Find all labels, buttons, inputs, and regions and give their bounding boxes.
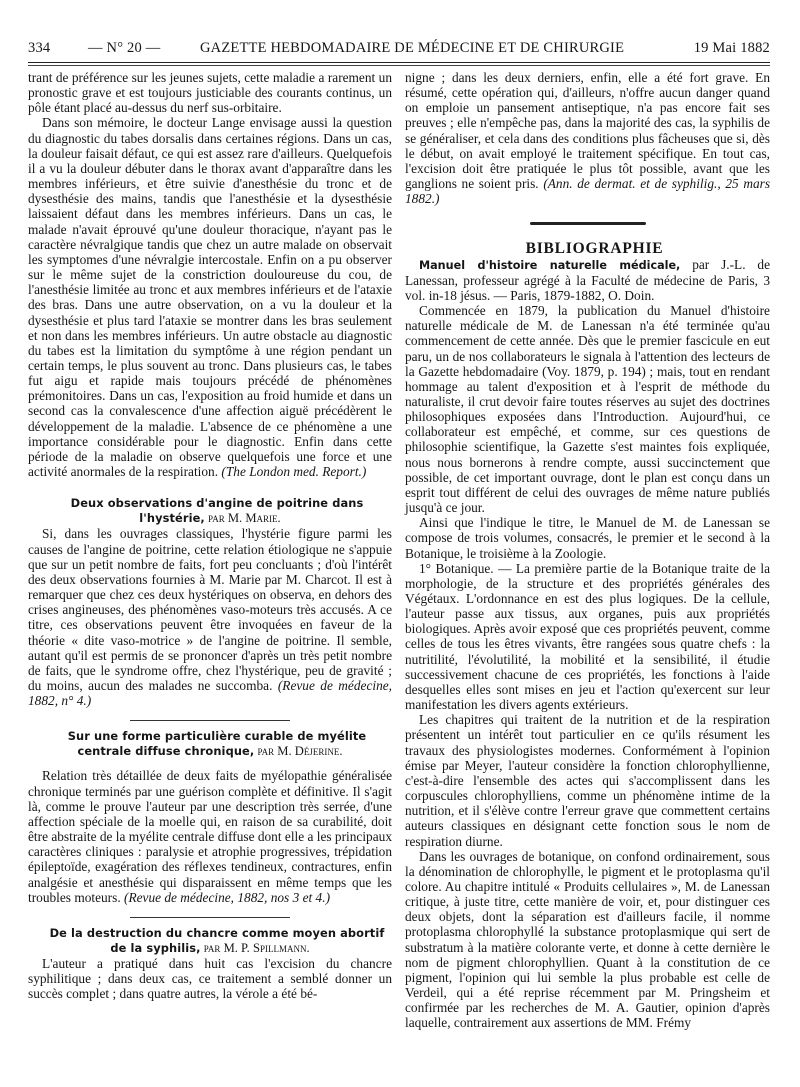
paragraph-text: Si, dans les ouvrages classiques, l'hystérie figure parmi les causes de l'angine de poitrine, cette relation étiologique ne s'appuie que sur un petit nombre de faits, fort peu concluants ; d'où l'intérêt des deux observations fournies à M. Marie par M. Charcot. Il est à remarquer que chez ces deux hystériques on observa, en dehors des crises angineuses, des phénomènes vaso-moteurs très accusés. A ce titre, ces observations peuvent être invoquées en faveur de la théorie « dite vaso-motrice » de l'angine de poitrine. Il semble, autant qu'il est permis de se prononcer d'après un très petit nombre de faits, que le syndrome offre, chez l'hystérique, peu de gravité ; du moins, aucun des malades ne succomba. [28,526,392,693]
paragraph [405,70,770,206]
paragraph: trant de préférence sur les jeunes sujets, cette maladie a rarement un pronostic grave et est toujours justiciable des courants continus, un pôle étant placé au-dessus du nerf sus-orbitaire. [28,70,392,116]
paragraph [28,526,392,708]
header-rule [28,62,770,63]
article-heading [28,926,392,956]
article-title: De la destruction du chancre comme moyen abortif de la syphilis, [49,925,385,955]
section-title: BIBLIOGRAPHIE [525,240,664,258]
paragraph [28,115,392,479]
paragraph: L'auteur a pratiqué dans huit cas l'excision du chancre syphilitique ; dans deux cas, ce traitement a semblé donner un succès complet ; dans quatre autres, la vérole a été bé- [28,956,392,1002]
paragraph: Les chapitres qui traitent de la nutrition et de la respiration présentent un intérêt tout particulier en ce qu'ils résument les travaux des physiologistes modernes. Conformément à l'opinion émise par Meyer, l'auteur considère la fonction chlorophyllienne, c'est-à-dire l'ensemble des actes qui s'accomplissent dans les corpuscules chlorophylliens, comme un phénomène intime de la nutrition, et il s'élève contre l'erreur grave que commettent certains auteurs classiques en désignant cette fonction sous le nom de respiration diurne. [405,712,770,849]
book-title: Manuel d'histoire naturelle médicale, [419,258,681,272]
source-citation: (Ann. de dermat. et de syphilig., 25 mars 1882.) [405,176,771,207]
header-rule-thin [28,65,770,66]
article-author: par M. Marie. [208,511,281,526]
right-column [405,70,770,1031]
article-heading [28,729,392,759]
article-separator [130,917,290,918]
running-header [28,40,770,60]
source-citation: (Revue de médecine, 1882, n° 4.) [28,677,393,709]
paragraph-text: nigne ; dans les deux derniers, enfin, elle a été fort grave. En résumé, cette opération qui, d'ailleurs, n'offre aucun danger quand on emploie un pansement antiseptique, n'a pas encore fait ses preuves ; elle n'empêche pas, dans la majorité des cas, la syphilis de se généraliser, et cela dans des conditions plus fâcheuses que si, dès le début, on avait employé le traitement spécifique. En tout cas, l'excision doit être pratiquée le plus tôt possible, avant que les ganglions ne soient pris. [405,70,770,192]
paragraph: Commencée en 1879, la publication du Manuel d'histoire naturelle médicale de M. de Lanessan n'a été terminée qu'au commencement de cette année. Dès que le premier fascicule en eut paru, un de nos collaborateurs le signala à l'attention des lecteurs de la Gazette hebdomadaire (Voy. 1879, p. 194) ; mais, tout en rendant hommage au talent d'exposition et à l'esprit de méthode du naturaliste, il crut devoir faire toutes réserves au sujet des doctrines philosophiques exposées dans l'Introduction. Aujourd'hui, ce collaborateur est empêché, et comme, sur ces questions de philosophie scientifique, la Gazette s'est maintes fois expliquée, nous nous bornerons à rendre compte, aussi succinctement que possible, de cet important ouvrage, dont le plan est conçu dans un esprit tout différent de celui des ouvrages de même nature publiés jusqu'à ce jour. [405,303,770,516]
left-column [28,70,392,1002]
issue-date: 19 Mai 1882 [693,40,770,56]
paragraph: Dans les ouvrages de botanique, on confond ordinairement, sous la dénomination de chlorophylle, le pigment et le protoplasma qu'il colore. Au chapitre intitulé « Produits cellulaires », M. de Lanessan critique, à juste titre, cette manière de voir, et, pour distinguer ces deux objets, dont la séparation est d'ailleurs facile, il nomme protoplasma chlorophyllé la substance protoplasmique qui sert de substratum à la matière colorante verte, et donne à cette dernière le nom de pigment chlorophyllien. Quant à la constitution de ce pigment, l'opinion qui lui semble la plus probable est celle de Verdeil, qui a été reprise récemment par M. Pringsheim et confirmée par les recherches de M. A. Gautier, opinion d'après laquelle, contrairement aux assertions de MM. Frémy [405,848,770,1031]
issue-number: — N° 20 — [88,40,161,56]
article-heading [28,496,392,526]
book-reference [405,257,770,303]
paragraph-text: Relation très détaillée de deux faits de myélopathie généralisée chronique terminés par une guérison complète et définitive. Il s'agit là, comme le prouve l'auteur par une description très serrée, d'une affection spéciale de la moelle qui, en raison de sa curabilité, doit être abstraite de la myélite centrale diffuse dont elle a les principaux caractères cliniques : paralysie et atrophie progressives, trépidation épileptoïde, exagération des réflexes tendineux, contractures, enfin analgésie et anesthésie qui disparaissent en même temps que les troubles moteurs. [28,768,392,905]
paragraph: Ainsi que l'indique le titre, le Manuel de M. de Lanessan se compose de trois volumes, consacrés, le premier et le second à la Botanique, le troisième à la Zoologie. [405,515,770,561]
paragraph-text: Dans son mémoire, le docteur Lange envisage aussi la question du diagnostic du tabes dorsalis dans certaines régions. Dans un cas, la douleur faisait défaut, ce qui est assez rare d'ailleurs. Quelquefois il a vu la douleur débuter dans le thorax avant d'apparaître dans les membres inférieurs, et être suivie d'anesthésie du tronc et de dysesthésie des mains, tandis que l'anesthésie et la dysesthésie laissaient défaut dans les membres inférieurs. Dans un cas, le malade n'avait éprouvé qu'une douleur thoracique, n'ayant pas le caractère névralgique tandis que chez un autre malade on observait les symptomes d'une névralgie intercostale. Enfin on a pu observer sur le même sujet de la constriction douloureuse du cou, de l'anesthésie limitée au tronc et aux membres inférieurs et de l'ataxie des bras. Dans une autre observation, on a vu la douleur et la dysesthésie et plus tard l'ataxie se montrer dans les bras seulement et non dans les membres inférieurs. Un autre obstacle au diagnostic du tabes est la limitation du symptôme à une région pendant un certain temps, le plus souvent au tronc. Dans plusieurs cas, le tabes fut aigu et rapide mais toujours précédé de phénomènes prémonitoires. Dans un cas, l'exposition au froid humide et dans un second cas la convalescence d'une affection aiguë précédèrent le développement de la maladie. L'absence de ce phénomène a une importance considérable pour le diagnostic. Enfin dans cette période de la maladie on observe quelquefois une force et une activité anormales de la respiration. [28,115,392,480]
page-number: 334 [28,40,51,56]
article-title: Deux observations d'angine de poitrine dans l'hystérie, [70,496,364,526]
source-citation: (Revue de médecine, 1882, nos 3 et 4.) [124,889,331,905]
book-details: par J.-L. de Lanessan, professeur agrégé à la Faculté de médecine de Paris, 3 vol. in-18 jésus. — Paris, 1879-1882, O. Doin. [405,256,771,303]
source-citation: (The London med. Report.) [221,464,367,480]
article-separator [130,720,290,721]
article-title: Sur une forme particulière curable de myélite centrale diffuse chronique, [67,729,367,759]
paragraph: 1° Botanique. — La première partie de la Botanique traite de la morphologie, de la structure et des propriétés générales des Végétaux. L'ordonnance en est des plus logiques. De la cellule, l'auteur passe aux tissus, aux organes, puis aux propriétés biologiques. Après avoir exposé que ces propriétés peuvent, comme celles de tous les êtres vivants, être rangées sous quatre chefs : la nutritilité, l'évolutilité, la mobilité et la sensibilité, il étudie successivement chacune de ces propriétés, les fonctions à l'aide desquelles elles sont mises en jeu et l'action qu'exercent sur leur manifestation les divers agents extérieurs. [405,560,770,713]
journal-title: GAZETTE HEBDOMADAIRE DE MÉDECINE ET DE CHIRURGIE [200,40,625,56]
article-author: par M. P. Spillmann. [203,940,310,955]
section-separator [530,222,646,225]
article-author: par M. Déjerine. [257,744,343,759]
paragraph [28,768,392,904]
